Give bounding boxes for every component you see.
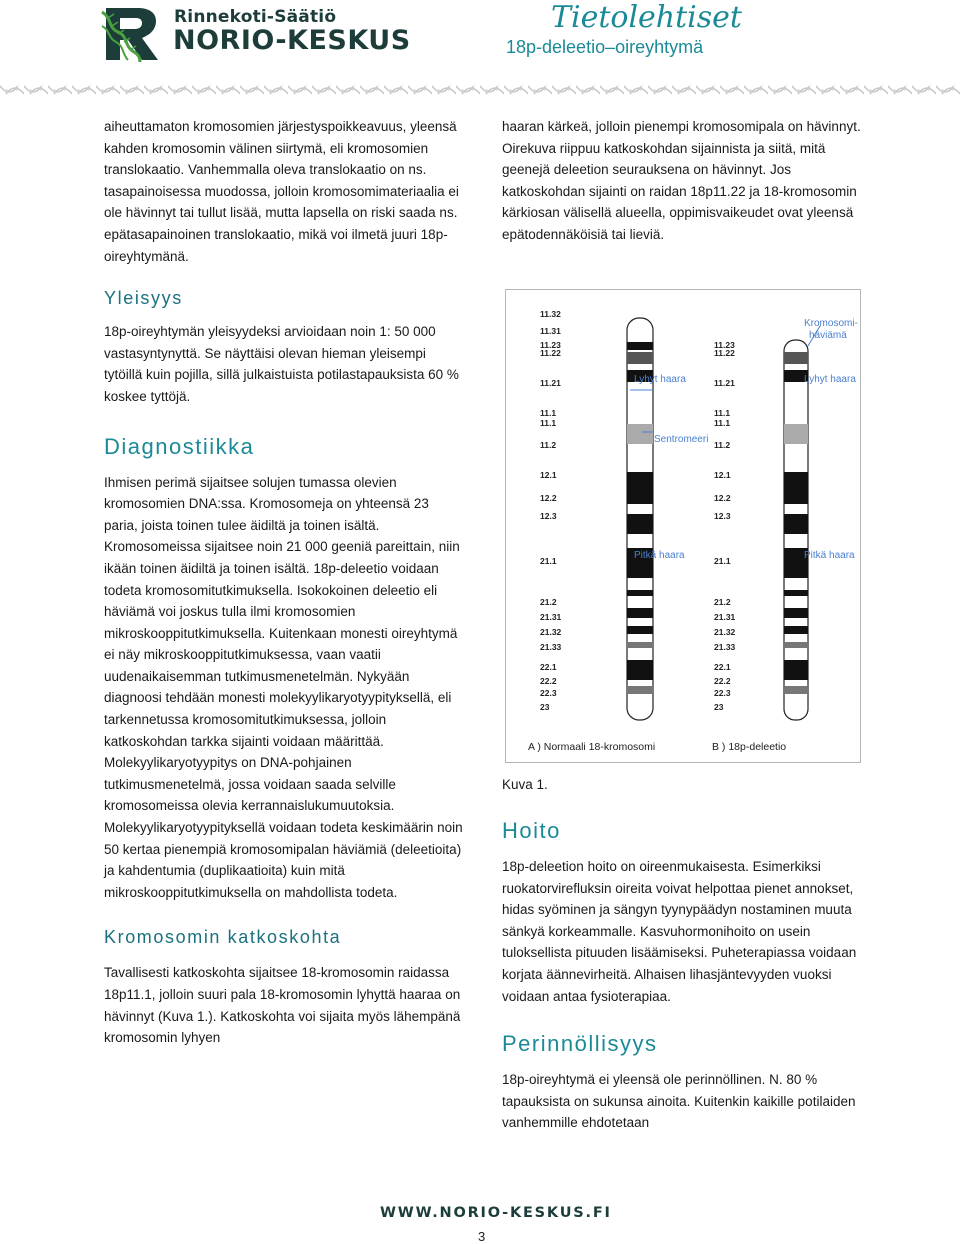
chromosome-a-band-label: 11.32 [540, 309, 561, 319]
chromosome-b-band [784, 660, 808, 680]
intro-paragraph: aiheuttamaton kromosomien järjestyspoikkeavuus, yleensä kahden kromosomin välinen siirtymä, eli kromosomien translokaatio. Vanhemmalla oleva translokaatio on ns. tasapainoisessa muodossa, jolloin kromosomimateriaalia ei ole hävinnyt tai tullut lisää, mutta lapsella on riski saada ns. epätasapainoinen translokaatio, mikä voi ilmetä juuri 18p-oireyhtymänä. [104, 119, 459, 264]
hoito-paragraph: 18p-deleetion hoito on oireenmukaisesta. Esimerkiksi ruokatorvirefluksin oireita voivat helpottaa pienet annokset, hidas syöminen ja sängyn tyynypäädyn nostaminen muuta sänkyä korkeammalle. Kasvuhormonihoito on usein tuloksellista pituuden lisäämiseksi. Puheterapiassa voidaan korjata äännevirheitä. Alhaisen lihasjäntevyyden vuoksi voidaan antaa fysioterapiaa. [502, 859, 857, 1004]
chromosome-a-band-label: 11.23 [540, 340, 561, 350]
chromosome-a-band-label: 12.3 [540, 511, 557, 521]
chromosome-b-band [784, 590, 808, 596]
brand-name: NORIO-KESKUS [173, 25, 411, 56]
chromosome-a-band [627, 472, 653, 504]
chromosome-a-band-label: 21.1 [540, 556, 557, 566]
chromosome-b-band-label: 12.2 [714, 493, 731, 503]
chromosome-figure [505, 289, 861, 763]
chromosome-b-band-label: 11.1 [714, 418, 731, 428]
deletion-label-line2: häviämä [809, 330, 847, 341]
section-heading-katkoskohta: Kromosomin katkoskohta [104, 927, 342, 948]
chromosome-b-band [784, 434, 808, 444]
chromosome-a-band [627, 342, 653, 350]
chromosome-diagram [506, 290, 860, 762]
figure-caption: Kuva 1. [502, 777, 548, 792]
chromosome-a-band-label: 11.21 [540, 378, 561, 388]
chromosome-a-band [627, 434, 653, 444]
chromosome-b-band [784, 608, 808, 618]
chromosome-a-band-label: 21.33 [540, 642, 562, 652]
chromosome-b-band-label: 21.1 [714, 556, 731, 566]
chromosome-a-band-label: 11.31 [540, 326, 561, 336]
chromosome-b-band-label: 12.3 [714, 511, 731, 521]
chromosome-a-band-labels [540, 309, 562, 712]
chromosome-a-band [627, 608, 653, 618]
chromosome-a-band-label: 11.1 [540, 408, 557, 418]
chromosome-b-band [784, 626, 808, 634]
chromosome-b-band-label: 11.2 [714, 440, 731, 450]
page-number: 3 [478, 1229, 486, 1244]
chromosome-a-band-label: 21.2 [540, 597, 557, 607]
left-column [104, 116, 464, 1049]
chromosome-b-band [784, 514, 808, 534]
chromosome-a-band [627, 590, 653, 596]
chromosome-b-band [784, 352, 808, 364]
chromosome-b-band-label: 22.2 [714, 676, 731, 686]
chromosome-b-band-label: 11.1 [714, 408, 731, 418]
chromosome-b-band-label: 21.33 [714, 642, 736, 652]
figure-label-a: A ) Normaali 18-kromosomi [528, 741, 656, 753]
chromosome-a-band-label: 11.22 [540, 348, 561, 358]
chromosome-a-band-label: 12.1 [540, 470, 557, 480]
chromosome-b-band [784, 424, 808, 434]
footer-website-link[interactable]: WWW.NORIO-KESKUS.FI [380, 1205, 612, 1221]
short-arm-a-label: Lyhyt haara [634, 374, 686, 385]
chromosome-a-band-label: 11.1 [540, 418, 557, 428]
section-heading-yleisyys: Yleisyys [104, 288, 183, 309]
chromosome-a-band-label: 21.31 [540, 612, 562, 622]
chromosome-b-band-label: 21.32 [714, 627, 736, 637]
chromosome-b-band-label: 12.1 [714, 470, 731, 480]
chromosome-a-band-label: 21.32 [540, 627, 562, 637]
short-arm-b-label: Lyhyt haara [804, 374, 856, 385]
figure-label-b: B ) 18p-deleetio [712, 741, 787, 753]
section-heading-hoito: Hoito [502, 818, 561, 843]
chromosome-a-band-label: 22.2 [540, 676, 557, 686]
document-subtitle: 18p-deleetio–oireyhtymä [506, 37, 704, 57]
centromere-label: Sentromeeri [654, 434, 709, 445]
chromosome-a-band-label: 12.2 [540, 493, 557, 503]
dna-pattern-band [0, 82, 960, 98]
chromosome-b-band [784, 686, 808, 694]
chromosome-a-band [627, 626, 653, 634]
chromosome-b-band-label: 21.31 [714, 612, 736, 622]
section-heading-perinnollisyys: Perinnöllisyys [502, 1031, 658, 1057]
yleisyys-paragraph: 18p-oireyhtymän yleisyydeksi arvioidaan noin 1: 50 000 vastasyntynyttä. Se näyttäisi olevan hieman yleisempi tytöillä kuin pojilla, sillä julkaistuista potilastapauksista 60 % koskee tyttöjä. [104, 324, 459, 404]
chromosome-a-band-label: 22.1 [540, 662, 557, 672]
long-arm-b-label: Pitkä haara [804, 550, 855, 561]
chromosome-b-band-label: 11.22 [714, 348, 735, 358]
chromosome-b-band [784, 472, 808, 504]
chromosome-b-band-label: 23 [714, 702, 724, 712]
chromosome-b-band-label: 21.2 [714, 597, 731, 607]
right-column-lower [502, 818, 862, 1134]
chromosome-a-band [627, 660, 653, 680]
chromosome-a-band-label: 23 [540, 702, 550, 712]
continued-paragraph: haaran kärkeä, jolloin pienempi kromosomipala on hävinnyt. Oirekuva riippuu katkoskohdan sijainnista ja siitä, mitä geenejä deleetion seurauksena on hävinnyt. Jos katkoskohdan sijainti on raidan 18p11.22 ja 18-kromosomin kärkiosan välisellä alueella, oppimisvaikeudet ovat yleensä epätodennäköisiä tai lieviä. [502, 119, 861, 242]
long-arm-a-label: Pitkä haara [634, 550, 685, 561]
chromosome-b-band-label: 22.3 [714, 688, 731, 698]
chromosome-b [784, 340, 808, 720]
norio-keskus-logo [98, 4, 162, 64]
chromosome-b-band-label: 11.23 [714, 340, 735, 350]
chromosome-b-band-label: 11.21 [714, 378, 735, 388]
document-type: Tietolehtiset [550, 0, 742, 35]
chromosome-a-band [627, 514, 653, 534]
chromosome-a-band [627, 642, 653, 648]
chromosome-a-band-label: 22.3 [540, 688, 557, 698]
chromosome-b-band-labels [714, 340, 736, 712]
katkoskohta-paragraph: Tavallisesti katkoskohta sijaitsee 18-kromosomin raidassa 18p11.1, jolloin suuri pala 18-kromosomin lyhyttä haaraa on hävinnyt (Kuva 1.). Katkoskohta voi sijaita myös lähempänä kromosomin lyhyen [104, 965, 461, 1046]
chromosome-b-band-label: 22.1 [714, 662, 731, 672]
deletion-label-line1: Kromosomi- [804, 318, 858, 329]
diagnostiikka-paragraph: Ihmisen perimä sijaitsee solujen tumassa olevien kromosomien DNA:ssa. Kromosomeja on yhteensä 23 paria, joista toinen tulee äidiltä ja toinen isältä. Kromosomeissa sijaitsee noin 21 000 geeniä pareittain, niin ikään toinen äidiltä ja toinen isältä. 18p-deleetio voidaan todeta kromosomitutkimuksella. Isokokoinen deleetio eli häviämä voi joskus tulla ilmi kromosomien mikroskooppitutkimuksella. Kuitenkaan monesti oireyhtymä ei näy mikroskooppitutkimuksessa, vaan vaatii uudenaikaisemman tutkimusmenetelmän. Nykyään diagnoosi tehdään monesti molekyylikaryotyypityksellä, eli tarkennetussa kromosomitutkimuksessa, jolloin katkoskohdan tarkka sijainti voidaan määrittää. Molekyylikaryotyypitys on DNA-pohjainen tutkimusmenetelmä, jossa voidaan saada selville kromosomeissa olevia kerrannaislukumuutoksia. Molekyylikaryotyypityksellä voidaan todeta keskimäärin noin 50 kertaa pienempiä kromosomipalan häviämiä (deleetioita) ja kahdentumia (duplikaatioita) kuin mitä mikroskooppitutkimuksella on mahdollista todeta. [104, 474, 463, 900]
chromosome-a-band [627, 352, 653, 364]
right-column [502, 116, 862, 246]
chromosome-b-band [784, 642, 808, 648]
chromosome-a-band-label: 11.2 [540, 440, 557, 450]
organization-name: Rinnekoti-Säätiö [174, 7, 337, 27]
perinnollisyys-paragraph: 18p-oireyhtymä ei yleensä ole perinnöllinen. N. 80 % tapauksista on sukunsa ainoita. Kuitenkin kaikille potilaiden vanhemmille ehdotetaan [502, 1072, 856, 1131]
annotation-arms [630, 318, 858, 561]
chromosome-a-band [627, 686, 653, 694]
section-heading-diagnostiikka: Diagnostiikka [104, 433, 255, 459]
